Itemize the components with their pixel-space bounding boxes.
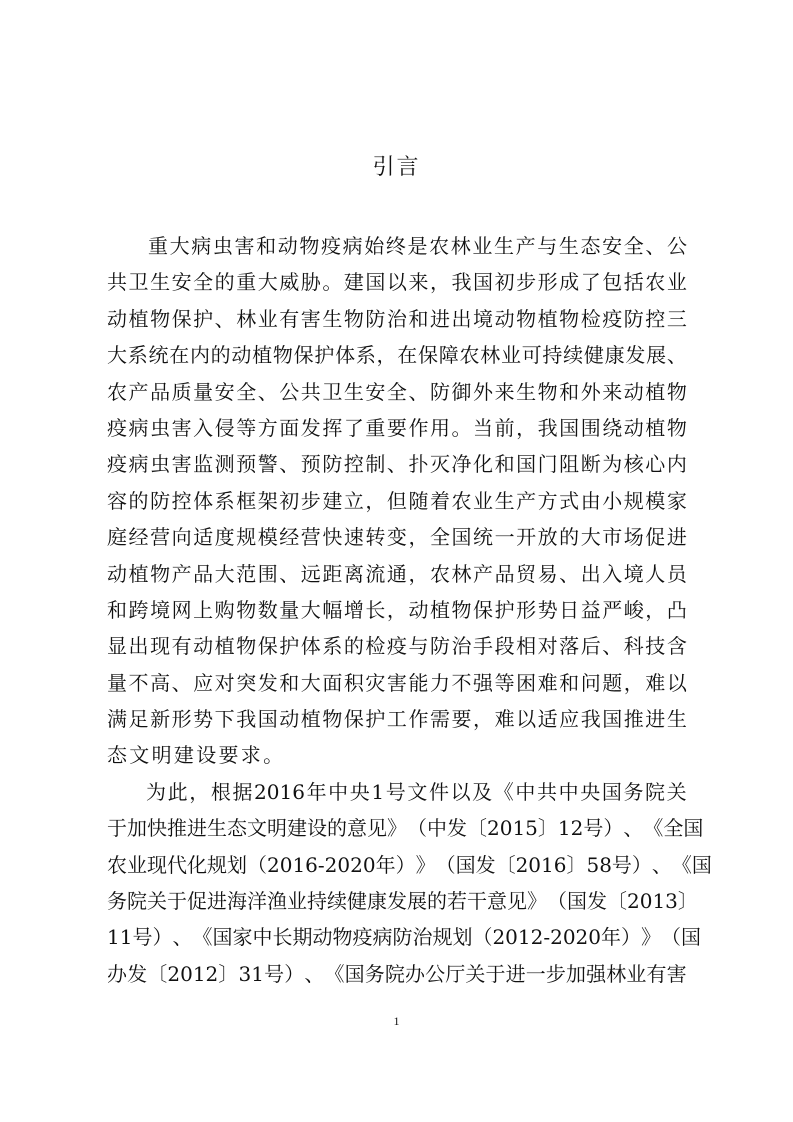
document-body <box>107 228 712 992</box>
text-line: 农 业 现 代 化 规 划 （ 2016-2020 年 ） 》 （ 国 发 〔 2016 〕 58 号 ） 、 《 国 <box>107 852 712 877</box>
text-line: 共 卫 生 安 全 的 重 大 威 胁 。 建 国 以 来 ， 我 国 初 步 形 成 了 包 括 农 业 <box>107 270 687 295</box>
text-line: 动 植 物 产 品 大 范 围 、 远 距 离 流 通 ， 农 林 产 品 贸 易 、 出 入 境 人 员 <box>107 561 687 586</box>
text-line: 于 加 快 推 进 生 态 文 明 建 设 的 意 见 》 （ 中 发 〔 2015 〕 12 号 ） 、 《 全 国 <box>107 816 704 841</box>
text-line: 为 此 ， 根 据 2016 年 中 央 1 号 文 件 以 及 《 中 共 中 央 国 务 院 关 <box>146 779 687 804</box>
paragraph-basis <box>107 774 712 992</box>
text-line: 11 号 ） 、 《 国 家 中 长 期 动 物 疫 病 防 治 规 划 （ 2012-2020 年 ） 》 （ 国 <box>107 925 702 950</box>
text-line: 态文明建设要求。 <box>107 743 286 768</box>
text-line: 农 产 品 质 量 安 全 、 公 共 卫 生 安 全 、 防 御 外 来 生 物 和 外 来 动 植 物 <box>107 379 687 404</box>
text-line: 满 足 新 形 势 下 我 国 动 植 物 保 护 工 作 需 要 ， 难 以 适 应 我 国 推 进 生 <box>107 707 687 732</box>
text-line: 动 植 物 保 护 、 林 业 有 害 生 物 防 治 和 进 出 境 动 物 植 物 检 疫 防 控 三 <box>107 306 687 331</box>
paragraph-intro <box>107 228 687 774</box>
text-line: 庭 经 营 向 适 度 规 模 经 营 快 速 转 变 ， 全 国 统 一 开 放 的 大 市 场 促 进 <box>107 525 687 550</box>
text-line: 务 院 关 于 促 进 海 洋 渔 业 持 续 健 康 发 展 的 若 干 意 见 》 （ 国 发 〔 2013 〕 <box>107 889 698 914</box>
text-line: 重 大 病 虫 害 和 动 物 疫 病 始 终 是 农 林 业 生 产 与 生 态 安 全 、 公 <box>148 234 687 258</box>
text-line: 显 出 现 有 动 植 物 保 护 体 系 的 检 疫 与 防 治 手 段 相 对 落 后 、 科 技 含 <box>107 634 687 659</box>
text-line: 办 发 〔 2012 〕 31 号 ） 、 《 国 务 院 办 公 厅 关 于 进 一 步 加 强 林 业 有 害 <box>107 961 687 986</box>
text-line: 容 的 防 控 体 系 框 架 初 步 建 立 ， 但 随 着 农 业 生 产 方 式 由 小 规 模 家 <box>107 488 687 513</box>
text-line: 和 跨 境 网 上 购 物 数 量 大 幅 增 长 ， 动 植 物 保 护 形 势 日 益 严 峻 ， 凸 <box>107 597 687 622</box>
document-title: 引言 <box>372 155 421 180</box>
text-line: 疫 病 虫 害 监 测 预 警 、 预 防 控 制 、 扑 灭 净 化 和 国 门 阻 断 为 核 心 内 <box>107 452 687 477</box>
text-line: 量 不 高 、 应 对 突 发 和 大 面 积 灾 害 能 力 不 强 等 困 难 和 问 题 ， 难 以 <box>107 670 687 695</box>
text-line: 疫 病 虫 害 入 侵 等 方 面 发 挥 了 重 要 作 用 。 当 前 ， 我 国 围 绕 动 植 物 <box>107 415 687 440</box>
page-number: 1 <box>393 1014 400 1028</box>
text-line: 大 系 统 在 内 的 动 植 物 保 护 体 系 ， 在 保 障 农 林 业 可 持 续 健 康 发 展 、 <box>107 343 687 368</box>
